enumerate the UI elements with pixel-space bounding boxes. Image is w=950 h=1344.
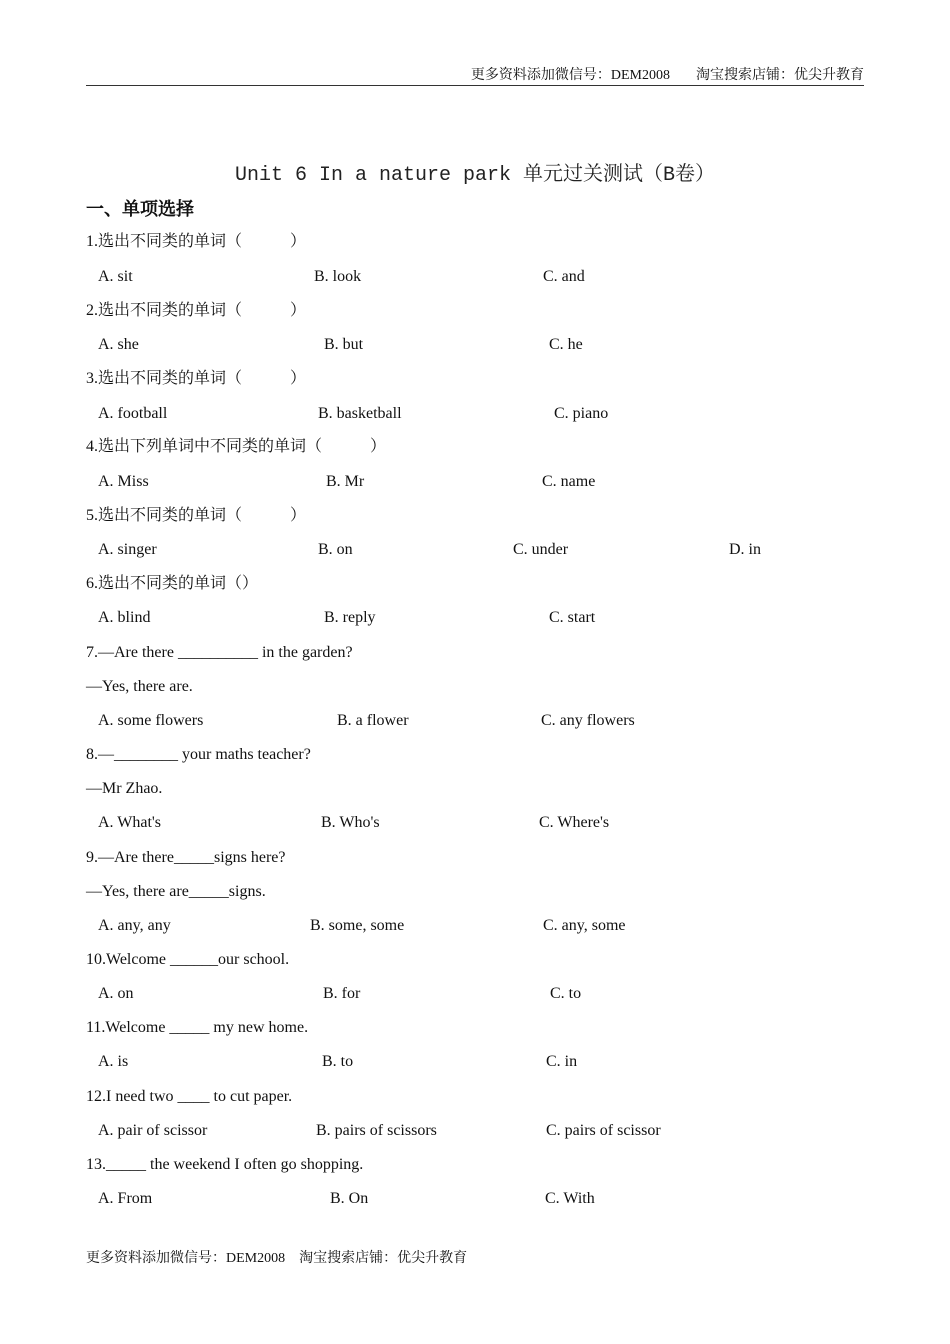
- option-c: C. to: [550, 985, 582, 1002]
- option-a: A. football: [98, 405, 168, 422]
- option-d: D. in: [729, 541, 761, 558]
- page-footer: [86, 1247, 467, 1267]
- option-c: C. any flowers: [541, 712, 635, 729]
- question-stem: 7.—Are there __________ in the garden?: [86, 644, 353, 661]
- option-c: C. pairs of scissor: [546, 1122, 661, 1139]
- option-a: A. singer: [98, 541, 157, 558]
- footer-wechat-text: 更多资料添加微信号：DEM2008: [86, 1251, 286, 1266]
- footer-shop-text: 淘宝搜索店铺：优尖升教育: [299, 1251, 468, 1266]
- question-stem: 11.Welcome _____ my new home.: [86, 1019, 309, 1036]
- question-stem: 9.—Are there_____signs here?: [86, 849, 286, 866]
- option-b: B. pairs of scissors: [316, 1122, 437, 1139]
- option-a: A. blind: [98, 609, 151, 626]
- option-b: B. look: [314, 268, 362, 285]
- question-stem: 5.选出不同类的单词（ ）: [86, 507, 307, 524]
- option-c: C. start: [549, 609, 596, 626]
- option-a: A. Miss: [98, 473, 149, 490]
- option-c: C. piano: [554, 405, 609, 422]
- option-c: C. name: [542, 473, 596, 490]
- question-stem: 13._____ the weekend I often go shopping.: [86, 1156, 364, 1173]
- question-answer-line: —Yes, there are_____signs.: [86, 883, 266, 900]
- question-stem: 3.选出不同类的单词（ ）: [86, 370, 307, 387]
- question-stem: 4.选出下列单词中不同类的单词（ ）: [86, 438, 387, 455]
- page-title: Unit 6 In a nature park 单元过关测试（B卷）: [234, 164, 716, 187]
- option-a: A. sit: [98, 268, 133, 285]
- option-a: A. is: [98, 1053, 129, 1070]
- option-b: B. reply: [324, 609, 376, 626]
- question-stem: 10.Welcome ______our school.: [86, 951, 290, 968]
- option-b: B. on: [318, 541, 353, 558]
- option-b: B. On: [330, 1190, 369, 1207]
- option-c: C. Where's: [539, 814, 610, 831]
- option-a: A. From: [98, 1190, 153, 1207]
- option-a: A. any, any: [98, 917, 171, 934]
- section-title: 一、单项选择: [86, 199, 194, 220]
- option-c: C. any, some: [543, 917, 626, 934]
- option-c: C. in: [546, 1053, 578, 1070]
- option-b: B. some, some: [310, 917, 405, 934]
- question-answer-line: —Yes, there are.: [86, 678, 193, 695]
- option-b: B. basketball: [318, 405, 402, 422]
- question-stem: 1.选出不同类的单词（ ）: [86, 233, 307, 250]
- option-c: C. under: [513, 541, 569, 558]
- option-c: C. he: [549, 336, 583, 353]
- option-a: A. on: [98, 985, 134, 1002]
- option-b: B. a flower: [337, 712, 409, 729]
- question-stem: 6.选出不同类的单词（）: [86, 575, 259, 592]
- option-a: A. pair of scissor: [98, 1122, 208, 1139]
- question-stem: 2.选出不同类的单词（ ）: [86, 302, 307, 319]
- option-a: A. she: [98, 336, 139, 353]
- option-b: B. Mr: [326, 473, 365, 490]
- option-b: B. Who's: [321, 814, 380, 831]
- question-stem: 12.I need two ____ to cut paper.: [86, 1088, 293, 1105]
- header-wechat-text: 更多资料添加微信号：DEM2008: [470, 68, 670, 83]
- option-c: C. With: [545, 1190, 595, 1207]
- header-shop-text: 淘宝搜索店铺：优尖升教育: [696, 68, 864, 83]
- question-answer-line: —Mr Zhao.: [86, 780, 163, 797]
- page-header: [86, 66, 864, 86]
- option-c: C. and: [543, 268, 585, 285]
- option-b: B. but: [324, 336, 364, 353]
- question-stem: 8.—________ your maths teacher?: [86, 746, 311, 763]
- option-a: A. What's: [98, 814, 162, 831]
- option-a: A. some flowers: [98, 712, 204, 729]
- option-b: B. for: [323, 985, 361, 1002]
- option-b: B. to: [322, 1053, 354, 1070]
